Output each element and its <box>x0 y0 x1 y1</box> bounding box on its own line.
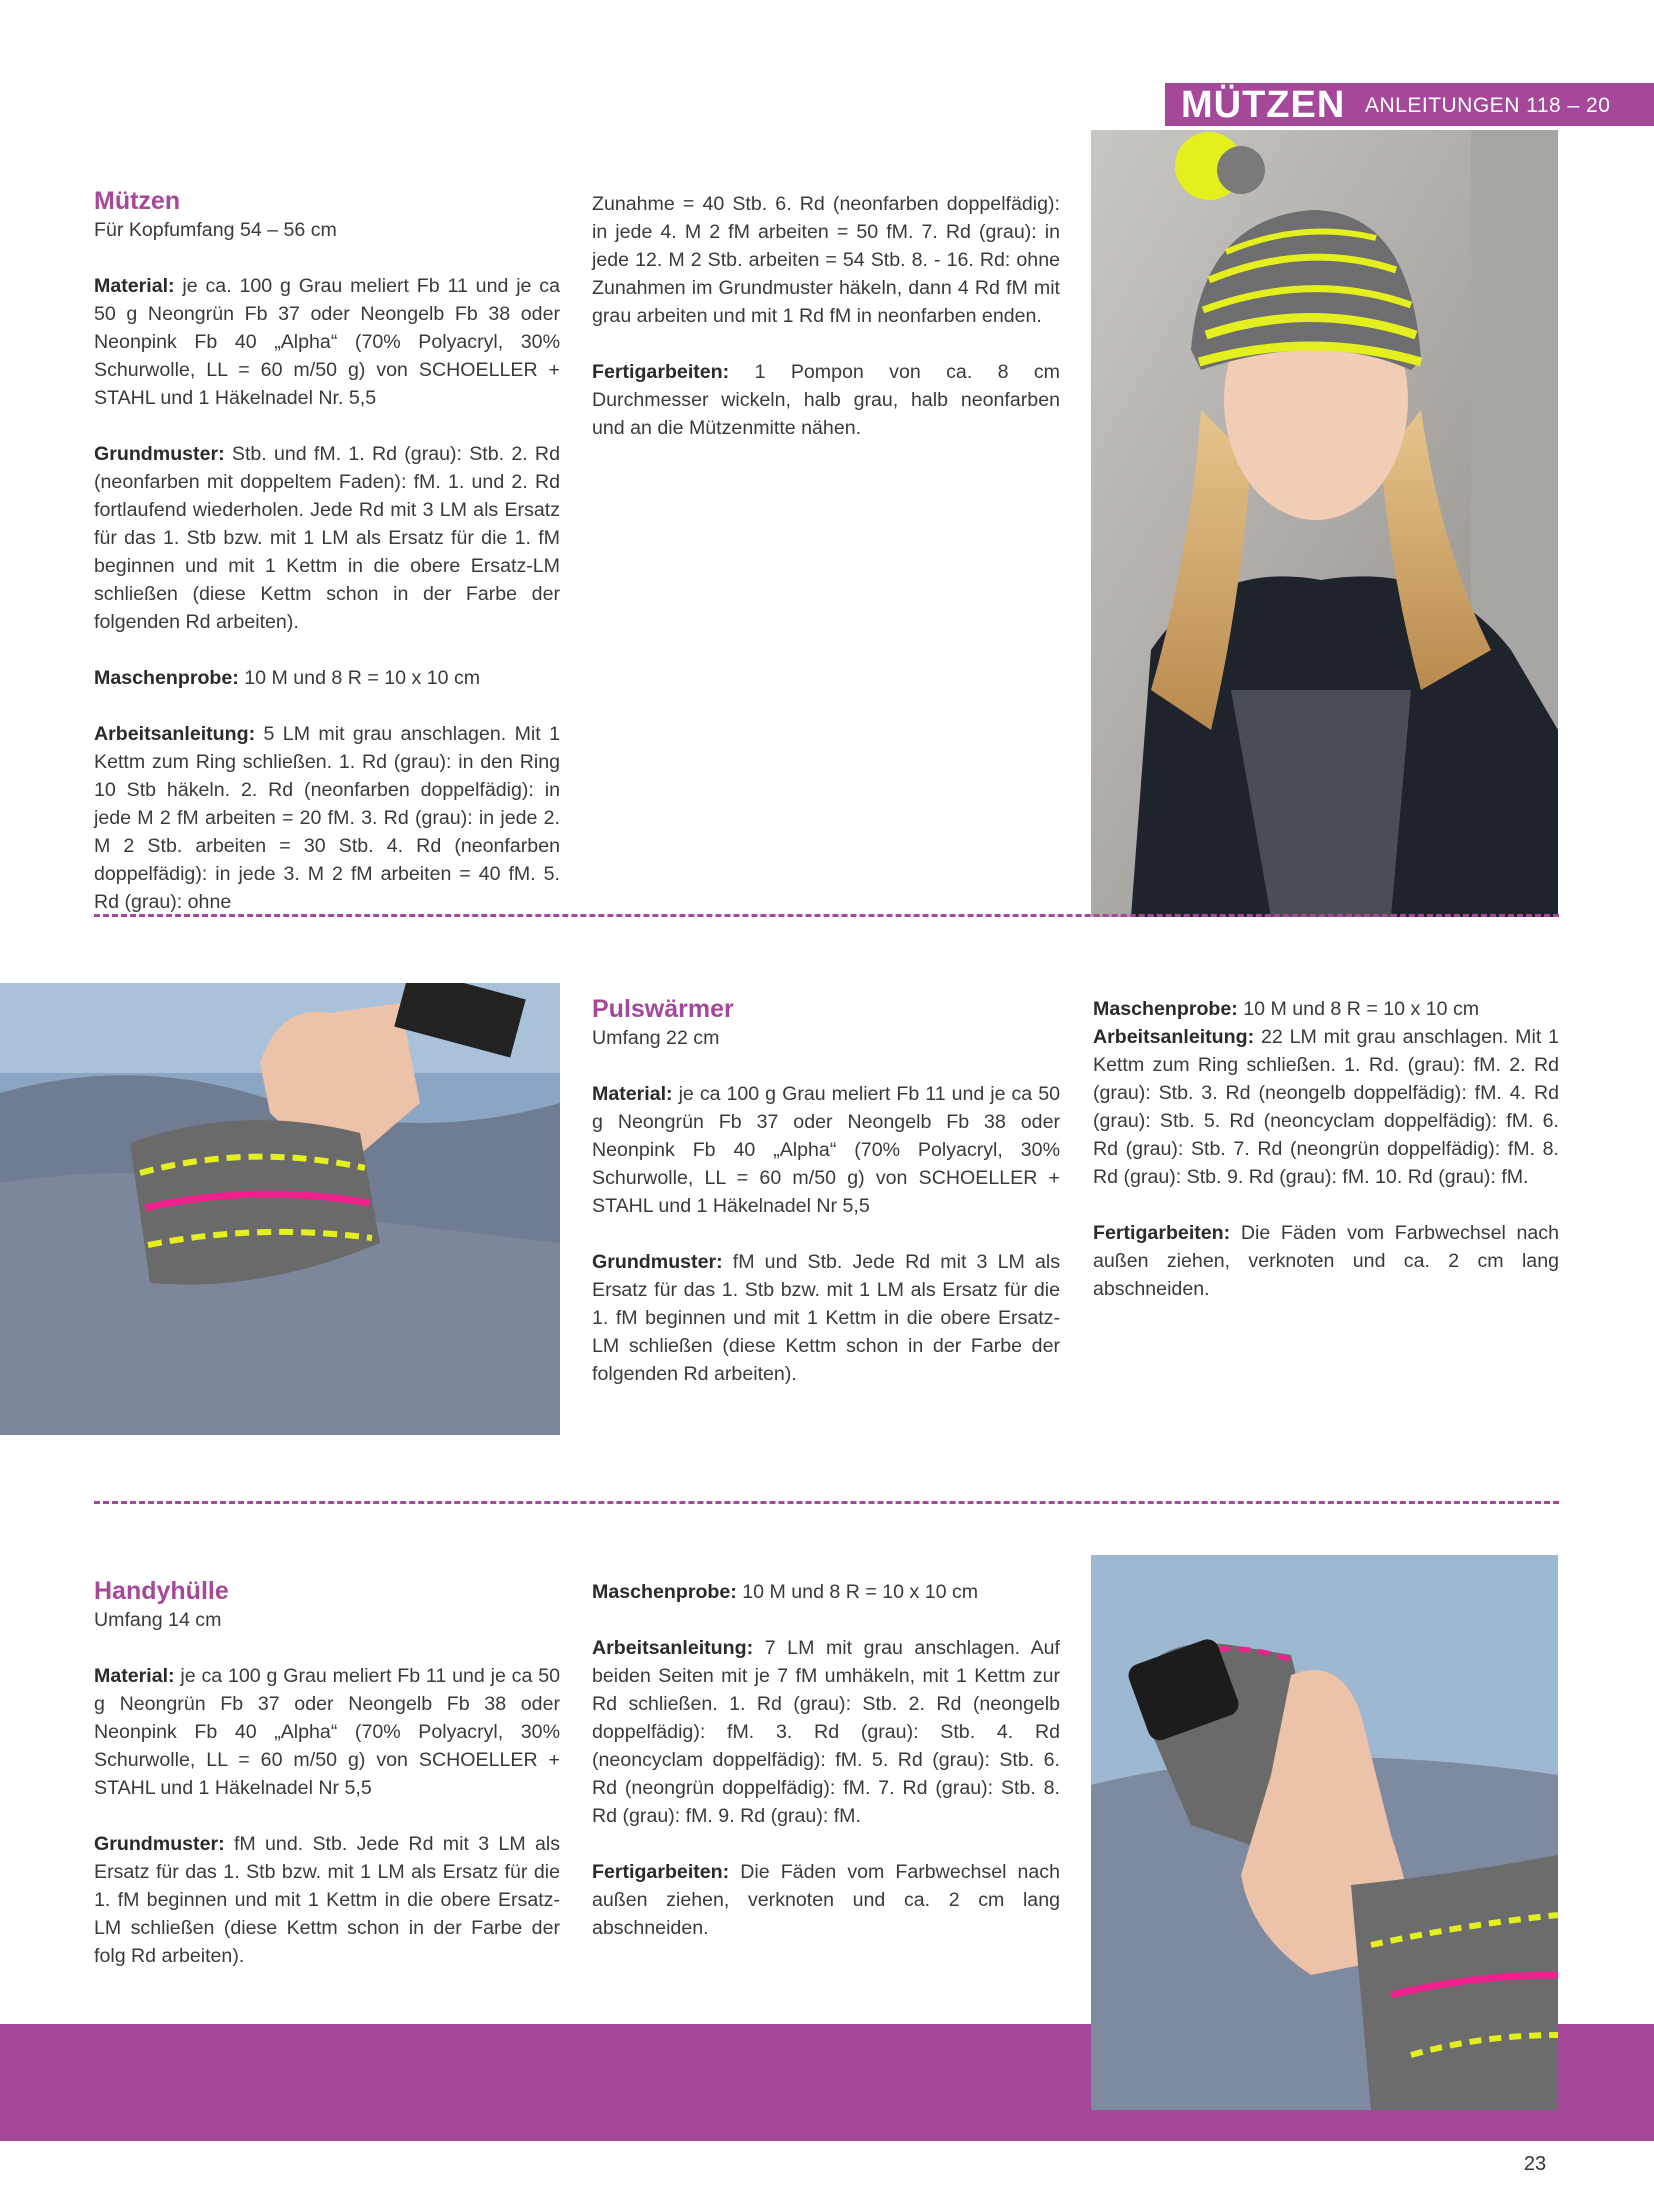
hat-photo <box>1091 130 1558 917</box>
section-title: MÜTZEN <box>1181 84 1346 126</box>
section-divider-1 <box>94 914 1559 917</box>
puls-size: Umfang 22 cm <box>592 1027 720 1049</box>
muetzen-fertigarbeiten: Fertigarbeiten: 1 Pompon von ca. 8 cm Durchmesser wickeln, halb grau, halb neonfarben und an die Mützenmitte nähen. <box>592 361 1060 439</box>
puls-fertigarbeiten: Fertigarbeiten: Die Fäden vom Farbwechsel nach außen ziehen, verknoten und ca. 2 cm lang abschneiden. <box>1093 1222 1559 1300</box>
handy-heading: Handyhülle <box>94 1577 229 1605</box>
section-divider-2 <box>94 1501 1559 1504</box>
puls-arbeitsanleitung: Arbeitsanleitung: 22 LM mit grau anschlagen. Mit 1 Kettm zum Ring schließen. 1. Rd. (grau): fM. 2. Rd (grau): Stb. 3. Rd (neongelb doppelfädig): fM. 4. Rd (grau): Stb. 5. Rd (neoncyclam doppelfädig): fM. 6. Rd (grau): Stb. 7. Rd (neongrün doppelfädig): fM. 8. Rd (grau): Stb. 9. Rd (grau): fM. 10. Rd (grau): fM. <box>1093 1026 1559 1188</box>
handy-fertigarbeiten: Fertigarbeiten: Die Fäden vom Farbwechsel nach außen ziehen, verknoten und ca. 2 cm lang abschneiden. <box>592 1861 1060 1939</box>
handy-maschenprobe: Maschenprobe: 10 M und 8 R = 10 x 10 cm <box>592 1581 979 1603</box>
section-header <box>1165 83 1654 126</box>
handy-material: Material: je ca 100 g Grau meliert Fb 11 und je ca 50 g Neongrün Fb 37 oder Neongelb Fb 38 oder Neonpink Fb 40 „Alpha“ (70% Polyacryl, 30% Schurwolle, LL = 60 m/50 g) von SCHOELLER + STAHL und 1 Häkelnadel Nr 5,5 <box>94 1665 560 1799</box>
puls-material: Material: je ca 100 g Grau meliert Fb 11 und je ca 50 g Neongrün Fb 37 oder Neongelb Fb 38 oder Neonpink Fb 40 „Alpha“ (70% Polyacryl, 30% Schurwolle, LL = 60 m/50 g) von SCHOELLER + STAHL und 1 Häkelnadel Nr 5,5 <box>592 1083 1060 1217</box>
muetzen-grundmuster: Grundmuster: Stb. und fM. 1. Rd (grau): Stb. 2. Rd (neonfarben mit doppeltem Faden): fM. 1. und 2. Rd fortlaufend wiederholen. Jede Rd mit 3 LM als Ersatz für das 1. Stb bzw. mit 1 LM als Ersatz für die 1. fM beginnen und mit 1 Kettm in die obere Ersatz-LM schließen (diese Kettm schon in der Farbe der folgenden Rd arbeiten). <box>94 443 560 633</box>
muetzen-arbeitsanleitung: Arbeitsanleitung: 5 LM mit grau anschlagen. Mit 1 Kettm zum Ring schließen. 1. Rd (grau): in den Ring 10 Stb häkeln. 2. Rd (neonfarben doppelfädig): in jede M 2 fM arbeiten = 20 fM. 3. Rd (grau): in jede 2. M 2 Stb. arbeiten = 30 Stb. 4. Rd (neonfarben doppelfädig): in jede 3. M 2 fM arbeiten = 40 fM. 5. Rd (grau): ohne <box>94 723 560 913</box>
phone-case-photo <box>1091 1555 1558 2110</box>
puls-col-1 <box>592 994 1060 1388</box>
muetzen-size: Für Kopfumfang 54 – 56 cm <box>94 219 337 241</box>
handy-arbeitsanleitung: Arbeitsanleitung: 7 LM mit grau anschlagen. Auf beiden Seiten mit je 7 fM umhäkeln, mit 1 Kettm zur Rd schließen. 1. Rd (grau): Stb. 2. Rd (neongelb doppelfädig): fM. 3. Rd (grau): Stb. 4. Rd (neoncyclam doppelfädig): fM. 5. Rd (grau): Stb. 6. Rd (neongrün doppelfädig): fM. 7. Rd (grau): Stb. 8. Rd (grau): fM. 9. Rd (grau): fM. <box>592 1637 1060 1827</box>
muetzen-maschenprobe: Maschenprobe: 10 M und 8 R = 10 x 10 cm <box>94 667 481 689</box>
puls-grundmuster: Grundmuster: fM und Stb. Jede Rd mit 3 LM als Ersatz für das 1. Stb bzw. mit 1 LM als Ersatz für die 1. fM beginnen und mit 1 Kettm in die obere Ersatz-LM schließen (diese Kettm schon in der Farbe der folgenden Rd arbeiten). <box>592 1251 1060 1385</box>
muetzen-col-2 <box>592 190 1060 442</box>
muetzen-material: Material: je ca. 100 g Grau meliert Fb 11 und je ca 50 g Neongrün Fb 37 oder Neongelb Fb 38 oder Neonpink Fb 40 „Alpha“ (70% Polyacryl, 30% Schurwolle, LL = 60 m/50 g) von SCHOELLER + STAHL und 1 Häkelnadel Nr. 5,5 <box>94 275 560 409</box>
muetzen-heading: Mützen <box>94 187 181 215</box>
muetzen-arbeitsanleitung-cont: Zunahme = 40 Stb. 6. Rd (neonfarben doppelfädig): in jede 4. M 2 fM arbeiten = 50 fM. 7. Rd (grau): in jede 12. M 2 Stb. arbeiten = 54 Stb. 8. - 16. Rd: ohne Zunahmen im Grundmuster häkeln, dann 4 Rd fM mit grau arbeiten und mit 1 Rd fM in neonfarben enden. <box>592 193 1060 327</box>
puls-maschenprobe: Maschenprobe: 10 M und 8 R = 10 x 10 cm <box>1093 998 1480 1020</box>
puls-col-2 <box>1093 995 1559 1303</box>
section-subtitle: ANLEITUNGEN 118 – 20 <box>1365 94 1611 117</box>
handy-col-2 <box>592 1578 1060 1942</box>
puls-heading: Pulswärmer <box>592 995 734 1023</box>
handy-grundmuster: Grundmuster: fM und. Stb. Jede Rd mit 3 LM als Ersatz für das 1. Stb bzw. mit 1 LM als Ersatz für die 1. fM beginnen und mit 1 Kettm in die obere Ersatz-LM schließen (diese Kettm schon in der Farbe der folg Rd arbeiten). <box>94 1833 560 1967</box>
handy-size: Umfang 14 cm <box>94 1609 222 1631</box>
handy-col-1 <box>94 1576 560 1970</box>
page-number: 23 <box>1512 2141 1558 2187</box>
wrist-warmer-photo <box>0 983 560 1435</box>
muetzen-col-1 <box>94 186 560 916</box>
